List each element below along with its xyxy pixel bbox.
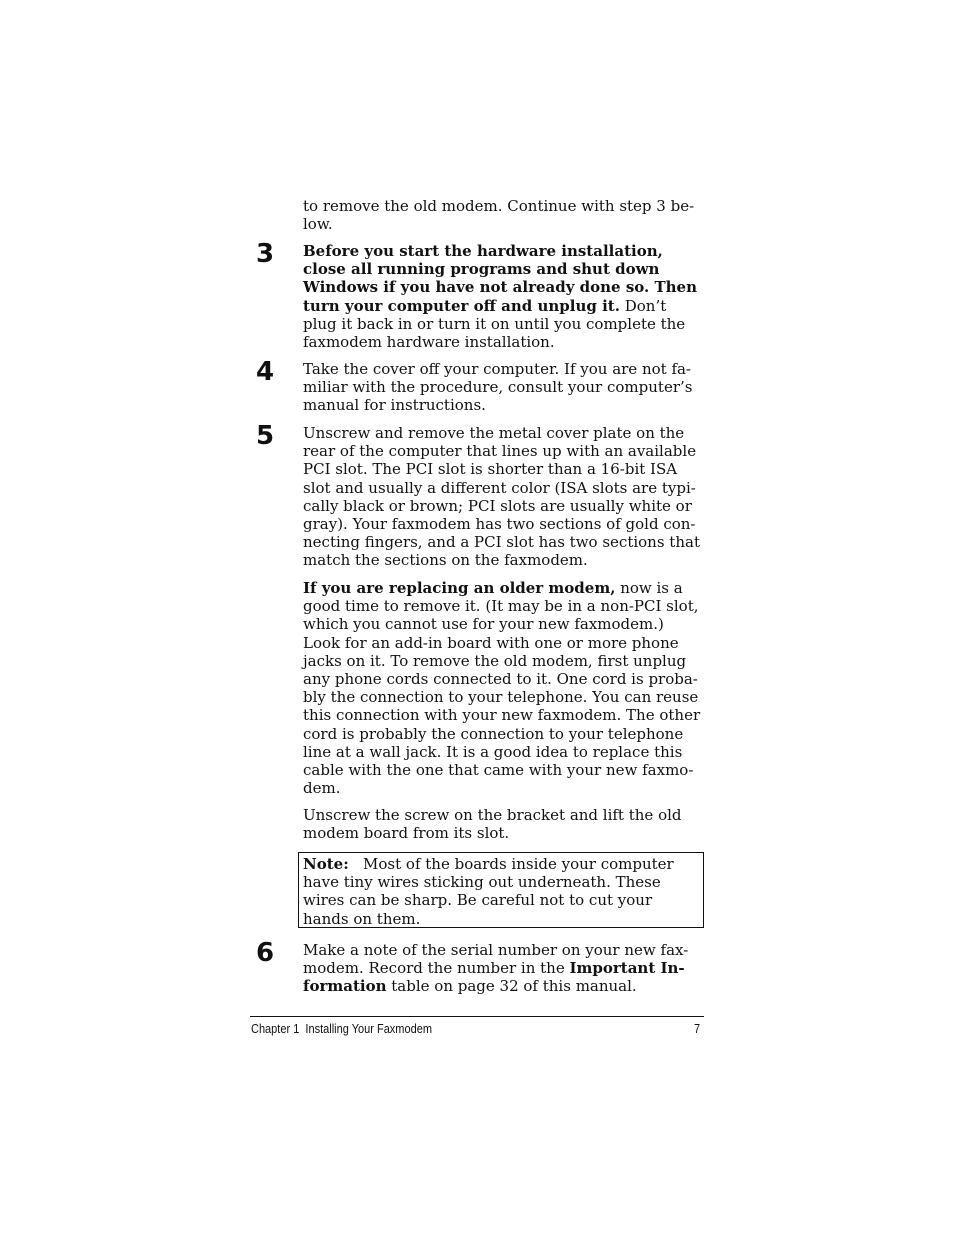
- step-number-5: 5: [256, 421, 275, 451]
- note-label: Note:: [303, 855, 349, 873]
- note-text: Most of the boards inside your computer have tiny wires sticking out underneath. These wires can be sharp. Be careful not to cut your hands on them.: [303, 855, 674, 928]
- step-6-paragraph: [303, 941, 703, 996]
- continuation-paragraph: to remove the old modem. Continue with step 3 be-low.: [303, 197, 695, 234]
- step-3-bold-text: Before you start the hardware installation, close all running programs and shut down Windows if you have not already done so. Then turn your computer off and unplug it.: [303, 242, 697, 315]
- step-6-text-before: Make a note of the serial number on your new fax-modem. Record the number in the: [303, 941, 689, 978]
- step-6-bold-text: Important In-formation: [303, 959, 685, 996]
- footer-page-number: 7: [694, 1022, 701, 1036]
- footer-chapter: Chapter 1 Installing Your Faxmodem: [251, 1022, 432, 1036]
- note-paragraph: [303, 855, 698, 928]
- step-4-paragraph: Take the cover off your computer. If you are not fa-miliar with the procedure, consult your computer’s manual for instructions.: [303, 360, 693, 415]
- step-number-4: 4: [256, 357, 275, 387]
- footer-rule: [250, 1016, 704, 1017]
- step-number-6: 6: [256, 938, 275, 968]
- step-5-unscrew-paragraph: Unscrew the screw on the bracket and lift the old modem board from its slot.: [303, 806, 682, 843]
- step-3-text: Don’t plug it back in or turn it on until you complete the faxmodem hardware installation.: [303, 296, 686, 352]
- step-3-paragraph: [303, 242, 703, 351]
- step-5-replacing-text: now is a good time to remove it. (It may be in a non-PCI slot, which you cannot use for your new faxmodem.) Look for an add-in board with one or more phone jacks on it. To remove the old modem, first unplug any phone cords connected to it. One cord is proba-bly the connection to your telephone. You can reuse this connection with your new faxmodem. The other cord is probably the connection to your telephone line at a wall jack. It is a good idea to replace this cable with the one that came with your new faxmo-dem.: [303, 579, 701, 798]
- step-5-paragraph: Unscrew and remove the metal cover plate on the rear of the computer that lines up with an available PCI slot. The PCI slot is shorter than a 16-bit ISA slot and usually a different color (ISA slots are typi-cally black or brown; PCI slots are usually white or gray). Your faxmodem has two sections of gold con-necting fingers, and a PCI slot has two sections that match the sections on the faxmodem.: [303, 424, 700, 570]
- step-5-replacing-bold: If you are replacing an older modem,: [303, 579, 616, 597]
- step-number-3: 3: [256, 239, 275, 269]
- step-6-text-after: table on page 32 of this manual.: [386, 977, 637, 996]
- step-5-replacing-paragraph: [303, 579, 703, 797]
